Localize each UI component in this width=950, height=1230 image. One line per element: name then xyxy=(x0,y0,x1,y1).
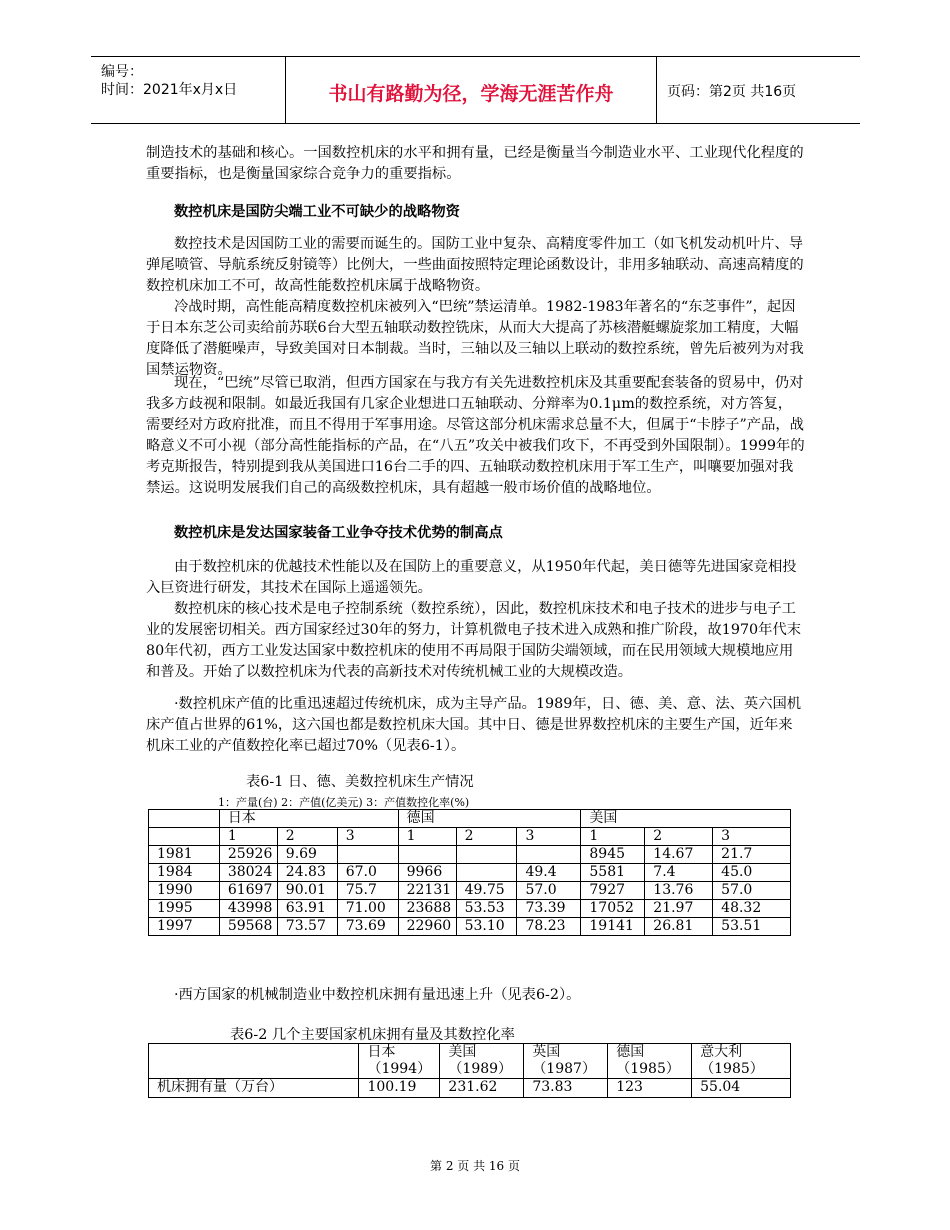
table-cell xyxy=(149,810,220,828)
document-number-label: 编号： xyxy=(101,64,143,80)
header-meta-cell xyxy=(91,57,286,123)
table-cell: 9.69 xyxy=(277,846,337,864)
paragraph-2: 数控技术是因国防工业的需要而诞生的。国防工业中复杂、高精度零件加工（如飞机发动机叶片、导弹尾喷管、导航系统反射镜等）比例大，一些曲面按照特定理论函数设计，非用多轴联动、高速高精度的数控机床加工不可，故高性能数控机床属于战略物资。 xyxy=(146,236,804,294)
table-cell: 53.10 xyxy=(456,918,517,936)
document-date-label: 时间：2021年x月x日 xyxy=(101,82,238,98)
country-year: （1989） xyxy=(448,1061,513,1077)
table1-sub-header: 1 xyxy=(219,828,277,846)
table1-country-header-row xyxy=(149,810,791,828)
country-year: （1994） xyxy=(367,1061,432,1077)
table-row xyxy=(149,1079,791,1098)
table-cell: 59568 xyxy=(219,918,277,936)
table2-country-header xyxy=(692,1044,791,1079)
table-cell: 100.19 xyxy=(359,1079,440,1098)
table-cell: 123 xyxy=(608,1079,692,1098)
header-page-info: 页码：第2页 共16页 xyxy=(667,84,797,100)
table-cell: 8945 xyxy=(581,846,645,864)
table2-country-header xyxy=(524,1044,608,1079)
country-name: 日本 xyxy=(367,1044,396,1060)
table-cell: 机床拥有量（万台） xyxy=(149,1079,359,1098)
table-cell: 25926 xyxy=(219,846,277,864)
table-cell: 73.69 xyxy=(337,918,398,936)
table1-sub-header: 1 xyxy=(581,828,645,846)
table-cell: 73.39 xyxy=(517,900,581,918)
table-6-2 xyxy=(148,1043,791,1098)
table-cell: 26.81 xyxy=(645,918,713,936)
table-cell xyxy=(149,1044,359,1079)
table-cell: 53.51 xyxy=(713,918,791,936)
table-cell: 73.83 xyxy=(524,1079,608,1098)
table-cell: 14.67 xyxy=(645,846,713,864)
table-cell: 1981 xyxy=(149,846,220,864)
paragraph-7: ·数控机床产值的比重迅速超过传统机床，成为主导产品。1989年，日、德、美、意、法、英六国机床产值占世界的61%，这六国也都是数控机床大国。其中日、德是世界数控机床的主要生产国，近年来机床工业的产值数控化率已超过70%（见表6-1）。 xyxy=(146,696,802,754)
table-cell: 23688 xyxy=(398,900,456,918)
table-cell: 1995 xyxy=(149,900,220,918)
country-year: （1987） xyxy=(532,1061,596,1077)
table1-country-header: 日本 xyxy=(219,810,398,828)
header-page-cell xyxy=(657,57,860,123)
table-cell: 5581 xyxy=(581,864,645,882)
table-cell: 22960 xyxy=(398,918,456,936)
table-cell: 57.0 xyxy=(517,882,581,900)
paragraph-8: ·西方国家的机械制造业中数控机床拥有量迅速上升（见表6-2）。 xyxy=(174,987,581,1003)
table-cell: 21.7 xyxy=(713,846,791,864)
table-cell: 7.4 xyxy=(645,864,713,882)
country-name: 英国 xyxy=(532,1044,561,1060)
table-cell: 53.53 xyxy=(456,900,517,918)
table-cell: 22131 xyxy=(398,882,456,900)
table-cell: 24.83 xyxy=(277,864,337,882)
table-cell: 48.32 xyxy=(713,900,791,918)
table-cell xyxy=(456,846,517,864)
table-cell: 45.0 xyxy=(713,864,791,882)
table-row xyxy=(149,918,791,936)
table-cell xyxy=(149,828,220,846)
section-heading-1: 数控机床是国防尖端工业不可缺少的战略物资 xyxy=(174,204,460,220)
header-motto: 书山有路勤为径，学海无涯苦作舟 xyxy=(328,83,614,105)
table1-legend: 1：产量(台) 2：产值(亿美元) 3：产值数控化率(%) xyxy=(218,796,470,809)
paragraph-1: 制造技术的基础和核心。一国数控机床的水平和拥有量，已经是衡量当今制造业水平、工业现代化程度的重要指标，也是衡量国家综合竞争力的重要指标。 xyxy=(146,145,804,182)
table-row xyxy=(149,882,791,900)
paragraph-3: 冷战时期，高性能高精度数控机床被列入“巴统”禁运清单。1982-1983年著名的“东芝事件”，起因于日本东芝公司卖给前苏联6台大型五轴联动数控铣床，从而大大提高了苏核潜艇螺旋浆加工精度，大幅度降低了潜艇噪声，导致美国对日本制裁。当时，三轴以及三轴以上联动的数控系统，曾先后被列为对我国禁运物资。 xyxy=(146,299,804,378)
table-cell: 21.97 xyxy=(645,900,713,918)
table1-sub-header: 2 xyxy=(456,828,517,846)
table-cell: 1997 xyxy=(149,918,220,936)
table-cell: 90.01 xyxy=(277,882,337,900)
table1-caption: 表6-1 日、德、美数控机床生产情况 xyxy=(246,774,474,790)
table-cell: 49.4 xyxy=(517,864,581,882)
table-cell: 49.75 xyxy=(456,882,517,900)
table-cell: 73.57 xyxy=(277,918,337,936)
table1-sub-header: 3 xyxy=(713,828,791,846)
table-cell: 78.23 xyxy=(517,918,581,936)
table-cell: 61697 xyxy=(219,882,277,900)
country-name: 意大利 xyxy=(700,1044,743,1060)
table1-country-header: 德国 xyxy=(398,810,581,828)
table-row xyxy=(149,846,791,864)
table1-sub-header: 2 xyxy=(277,828,337,846)
table-cell xyxy=(517,846,581,864)
table-cell: 71.00 xyxy=(337,900,398,918)
header-motto-cell xyxy=(286,57,657,123)
page-header xyxy=(91,56,860,124)
table-cell: 17052 xyxy=(581,900,645,918)
country-name: 美国 xyxy=(448,1044,477,1060)
table1-sub-header: 1 xyxy=(398,828,456,846)
table-cell: 1990 xyxy=(149,882,220,900)
table-cell: 43998 xyxy=(219,900,277,918)
table1-country-header: 美国 xyxy=(581,810,791,828)
table-cell: 67.0 xyxy=(337,864,398,882)
table-cell: 7927 xyxy=(581,882,645,900)
table2-caption: 表6-2 几个主要国家机床拥有量及其数控化率 xyxy=(230,1027,515,1043)
country-name: 德国 xyxy=(616,1044,645,1060)
table-cell: 231.62 xyxy=(440,1079,524,1098)
table1-sub-header: 3 xyxy=(517,828,581,846)
paragraph-4: 现在，“巴统”尽管已取消，但西方国家在与我方有关先进数控机床及其重要配套装备的贸易中，仍对我多方歧视和限制。如最近我国有几家企业想进口五轴联动、分辩率为0.1μm的数控系统，对方答复，需要经对方政府批准，而且不得用于军事用途。尽管这部分机床需求总量不大，但属于“卡脖子”产品，战略意义不可小视（部分高性能指标的产品，在“八五”攻关中被我们攻下，不再受到外国限制）。1999年的考克斯报告，特别提到我从美国进口16台二手的四、五轴联动数控机床用于军工生产，叫嚷要加强对我禁运。这说明发展我们自己的高级数控机床，具有超越一般市场价值的战略地位。 xyxy=(146,375,805,496)
paragraph-5: 由于数控机床的优越技术性能以及在国防上的重要意义，从1950年代起，美日德等先进国家竞相投入巨资进行研发，其技术在国际上遥遥领先。 xyxy=(146,559,797,596)
table-cell xyxy=(337,846,398,864)
table-6-1 xyxy=(148,809,791,936)
table2-country-header xyxy=(608,1044,692,1079)
table1-sub-header: 2 xyxy=(645,828,713,846)
table-cell: 63.91 xyxy=(277,900,337,918)
table-cell: 1984 xyxy=(149,864,220,882)
table1-sub-header: 3 xyxy=(337,828,398,846)
table2-header-row xyxy=(149,1044,791,1079)
section-heading-2: 数控机床是发达国家装备工业争夺技术优势的制高点 xyxy=(174,525,503,541)
table1-sub-header-row xyxy=(149,828,791,846)
table-row xyxy=(149,864,791,882)
table-cell xyxy=(398,846,456,864)
country-year: （1985） xyxy=(700,1061,764,1077)
table2-country-header xyxy=(440,1044,524,1079)
table-cell: 13.76 xyxy=(645,882,713,900)
table-row xyxy=(149,900,791,918)
table2-country-header xyxy=(359,1044,440,1079)
table-cell: 55.04 xyxy=(692,1079,791,1098)
page-footer: 第 2 页 共 16 页 xyxy=(430,1159,520,1173)
table-cell: 57.0 xyxy=(713,882,791,900)
table-cell: 9966 xyxy=(398,864,456,882)
table-cell: 19141 xyxy=(581,918,645,936)
table-cell: 75.7 xyxy=(337,882,398,900)
country-year: （1985） xyxy=(616,1061,680,1077)
paragraph-6: 数控机床的核心技术是电子控制系统（数控系统），因此，数控机床技术和电子技术的进步与电子工业的发展密切相关。西方国家经过30年的努力，计算机微电子技术进入成熟和推广阶段，故1970年代末80年代初，西方工业发达国家中数控机床的使用不再局限于国防尖端领域，而在民用领域大规模地应用和普及。开始了以数控机床为代表的高新技术对传统机械工业的大规模改造。 xyxy=(146,601,802,680)
table-cell: 38024 xyxy=(219,864,277,882)
table-cell xyxy=(456,864,517,882)
